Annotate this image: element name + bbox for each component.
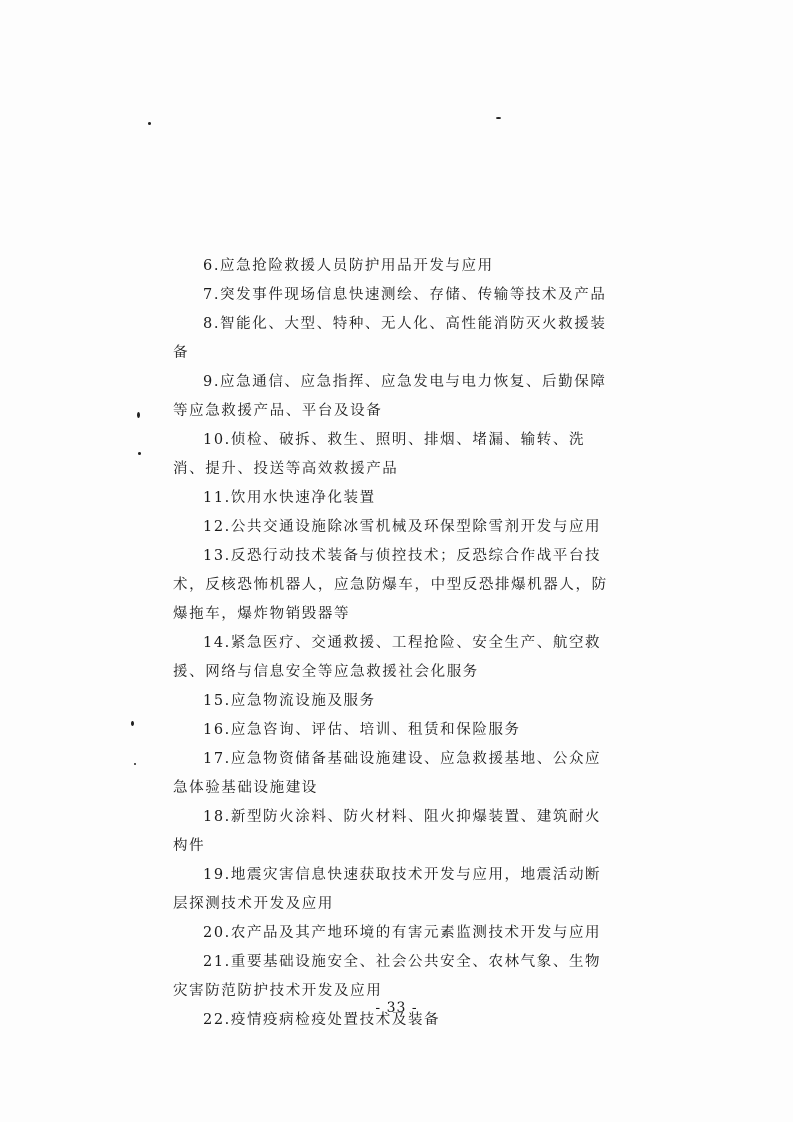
list-item: 8.智能化、大型、特种、无人化、高性能消防灭火救援装备: [173, 316, 607, 361]
scan-speck: [137, 412, 140, 418]
document-body: [173, 252, 613, 1035]
list-item: 6.应急抢险救援人员防护用品开发与应用: [203, 258, 494, 274]
page-number: - 33 -: [375, 1000, 418, 1016]
list-item: 12.公共交通设施除冰雪机械及环保型除雪剂开发与应用: [203, 519, 602, 535]
list-item: 22.疫情疫病检疫处置技术及装备: [203, 1012, 441, 1028]
list-item: 14.紧急医疗、交通救援、工程抢险、安全生产、航空救援、网络与信息安全等应急救援社会化服务: [173, 635, 602, 680]
scan-speck: [131, 721, 134, 726]
list-item: 7.突发事件现场信息快速测绘、存储、传输等技术及产品: [203, 287, 607, 303]
list-item: 20.农产品及其产地环境的有害元素监测技术开发与应用: [203, 925, 602, 941]
list-item: 18.新型防火涂料、防火材料、阻火抑爆装置、建筑耐火构件: [173, 809, 602, 854]
list-item: 10.侦检、破拆、救生、照明、排烟、堵漏、输转、洗消、提升、投送等高效救援产品: [173, 432, 586, 477]
list-item: 9.应急通信、应急指挥、应急发电与电力恢复、后勤保障等应急救援产品、平台及设备: [173, 374, 607, 419]
list-item: 16.应急咨询、评估、培训、租赁和保险服务: [203, 722, 521, 738]
list-item: 13.反恐行动技术装备与侦控技术；反恐综合作战平台技术，反核恐怖机器人，应急防爆车，中型反恐排爆机器人，防爆拖车，爆炸物销毁器等: [173, 548, 608, 622]
list-item: 19.地震灾害信息快速获取技术开发与应用，地震活动断层探测技术开发及应用: [173, 867, 602, 912]
scan-speck: [138, 452, 141, 455]
scan-speck: [496, 117, 501, 119]
scan-speck: [134, 763, 136, 765]
list-item: 21.重要基础设施安全、社会公共安全、农林气象、生物灾害防范防护技术开发及应用: [173, 954, 602, 999]
list-item: 15.应急物流设施及服务: [203, 693, 376, 709]
list-item: 17.应急物资储备基础设施建设、应急救援基地、公众应急体验基础设施建设: [173, 751, 602, 796]
scan-speck: [148, 122, 151, 125]
list-item: 11.饮用水快速净化装置: [203, 490, 376, 506]
